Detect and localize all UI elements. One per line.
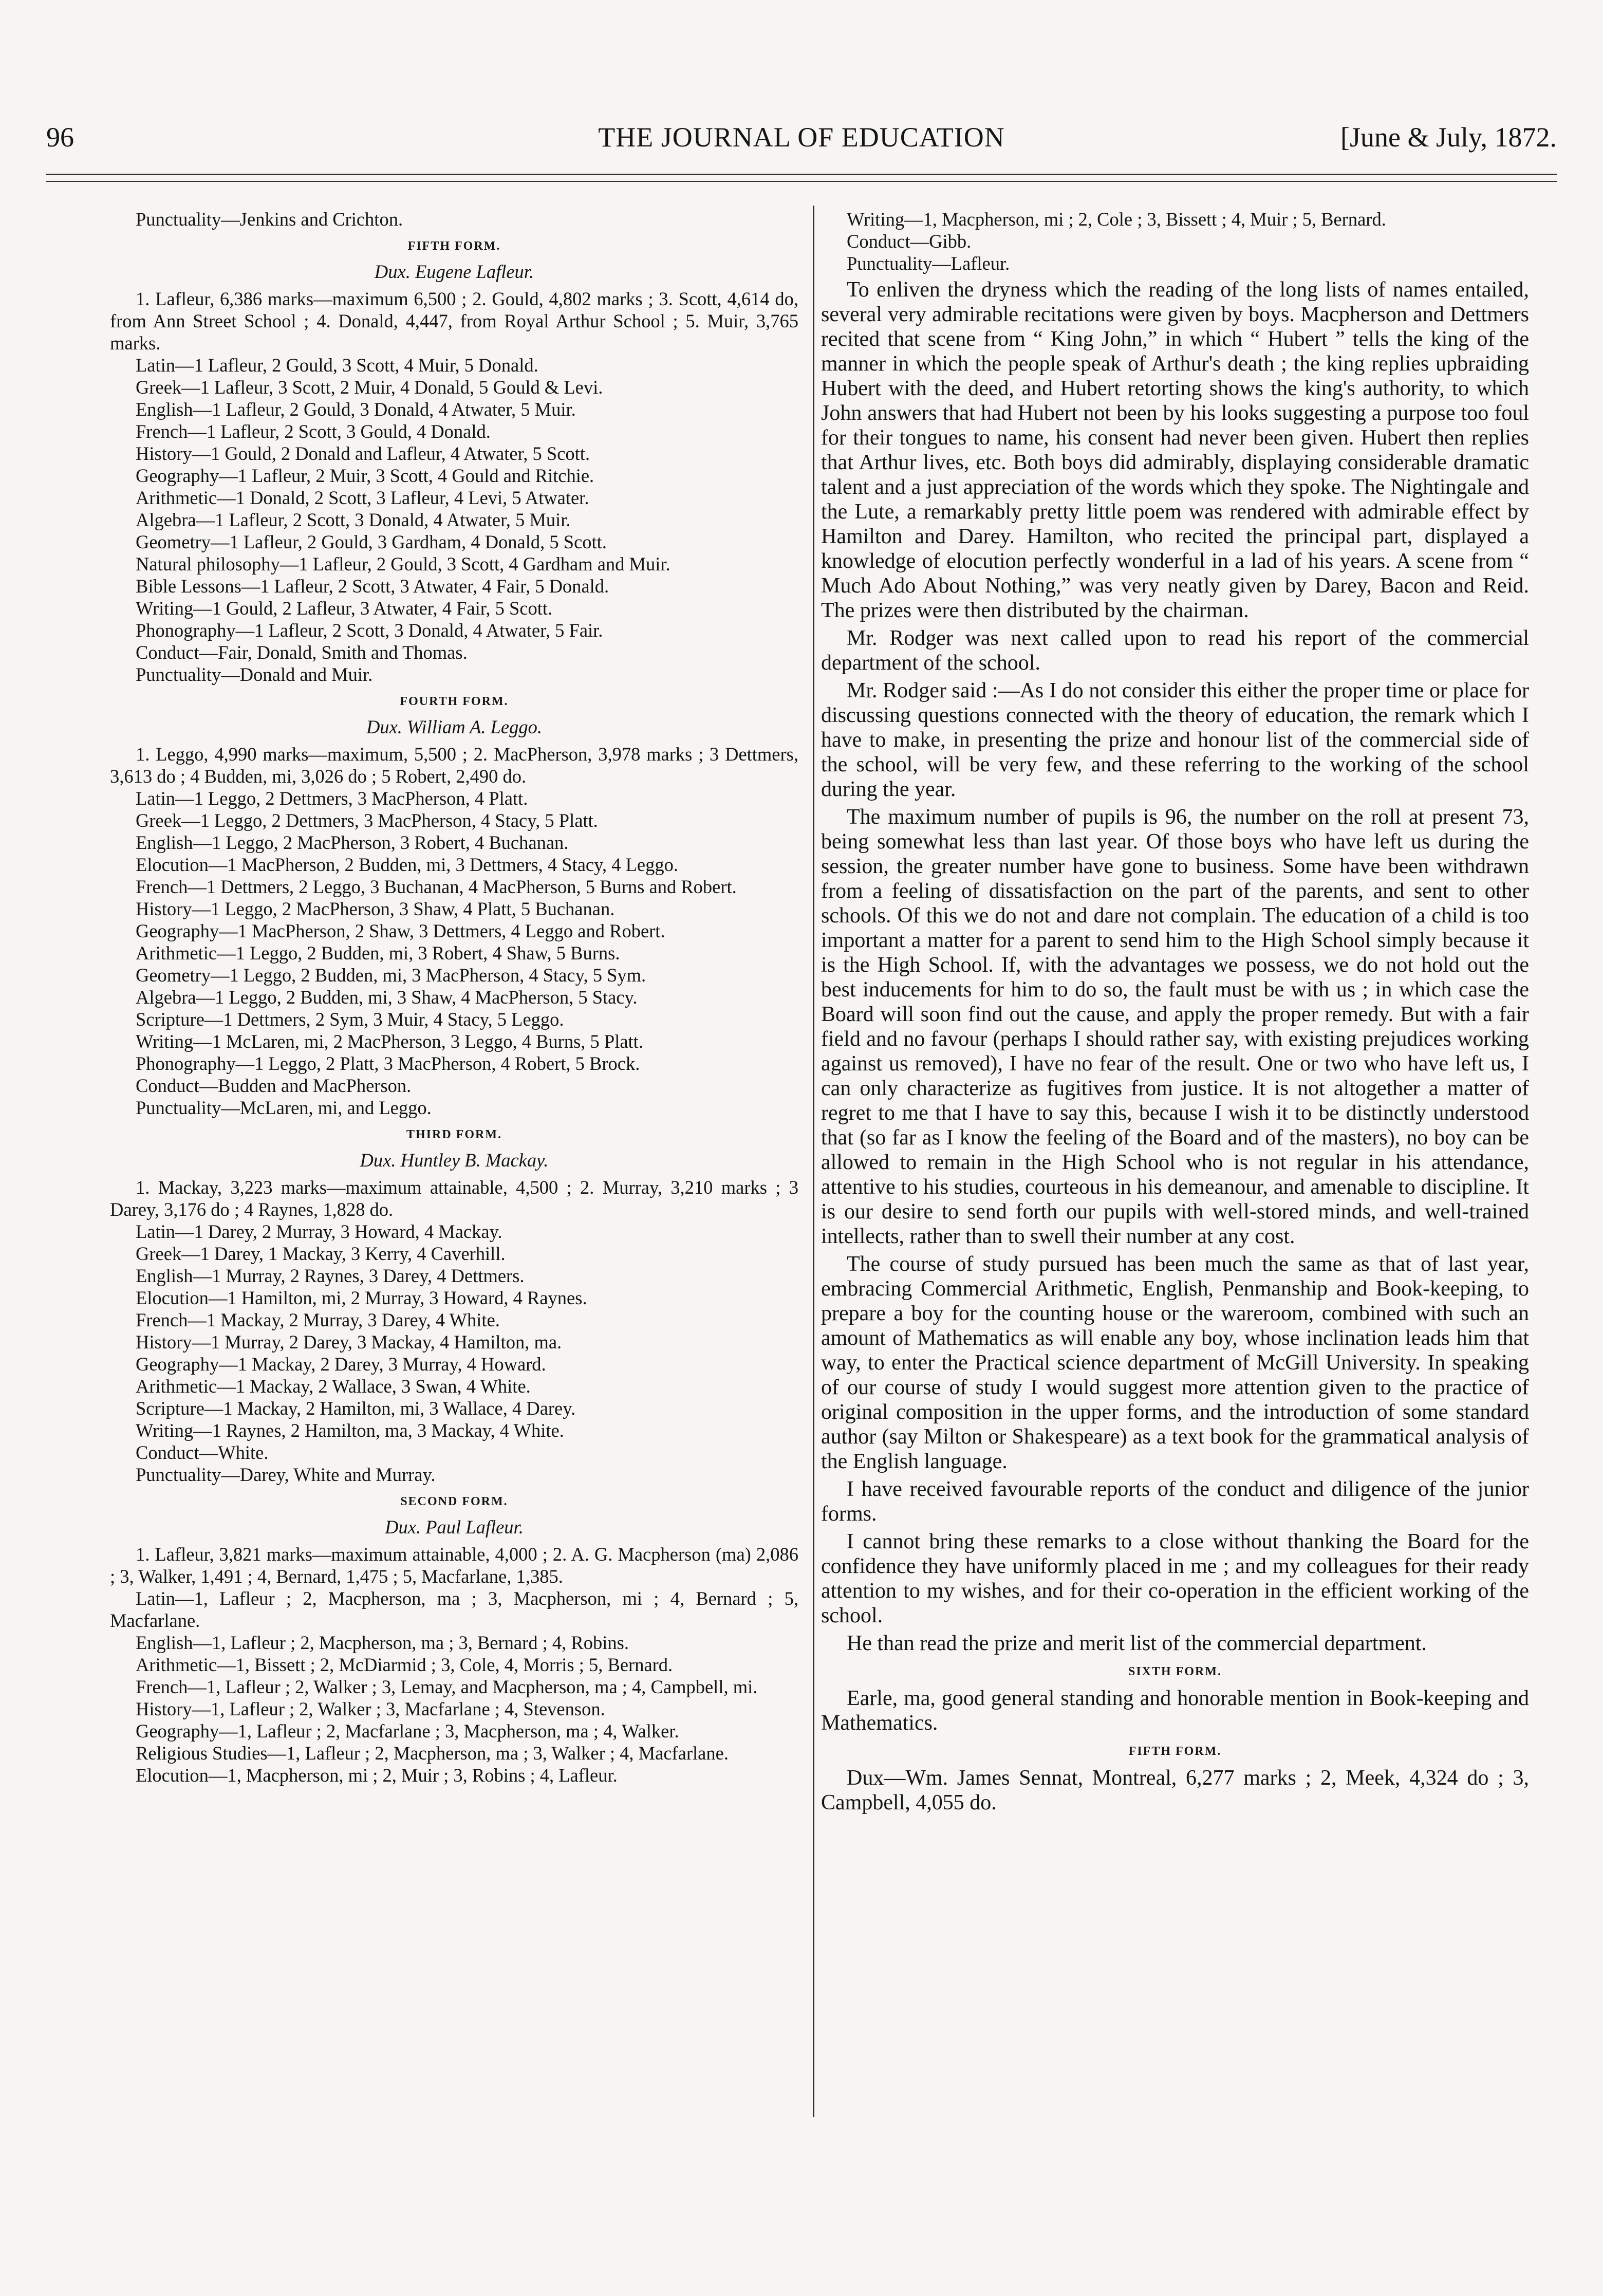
subject-entry: Latin—1 Lafleur, 2 Gould, 3 Scott, 4 Muir, 5 Donald. xyxy=(136,355,538,376)
subject-entry: Writing—1, Macpherson, mi ; 2, Cole ; 3, Bissett ; 4, Muir ; 5, Bernard. xyxy=(847,209,1386,230)
subject-entry: Greek—1 Leggo, 2 Dettmers, 3 MacPherson, 4 Stacy, 5 Platt. xyxy=(136,810,598,831)
subject-entry: Punctuality—Darey, White and Murray. xyxy=(136,1464,436,1485)
subject-entry: Phonography—1 Lafleur, 2 Scott, 3 Donald, 4 Atwater, 5 Fair. xyxy=(136,620,603,641)
subject-entry: Algebra—1 Leggo, 2 Budden, mi, 3 Shaw, 4 MacPherson, 5 Stacy. xyxy=(136,987,638,1008)
subject-entry: Geometry—1 Lafleur, 2 Gould, 3 Gardham, 4 Donald, 5 Scott. xyxy=(136,531,607,552)
subject-entry: Elocution—1, Macpherson, mi ; 2, Muir ; 3, Robins ; 4, Lafleur. xyxy=(136,1765,618,1786)
subject-entry: Algebra—1 Lafleur, 2 Scott, 3 Donald, 4 Atwater, 5 Muir. xyxy=(136,509,571,530)
subject-entry: History—1, Lafleur ; 2, Walker ; 3, Macfarlane ; 4, Stevenson. xyxy=(136,1698,605,1719)
header-rule-thin xyxy=(46,181,1557,182)
subject-entry: Punctuality—Lafleur. xyxy=(847,253,1010,274)
subject-entry: Writing—1 Gould, 2 Lafleur, 3 Atwater, 4 Fair, 5 Scott. xyxy=(136,598,553,619)
subject-entry: History—1 Gould, 2 Donald and Lafleur, 4 Atwater, 5 Scott. xyxy=(136,443,590,464)
form-heading: FOURTH FORM. xyxy=(400,695,509,708)
form-heading: FIFTH FORM. xyxy=(407,239,501,253)
subject-entry: English—1 Leggo, 2 MacPherson, 3 Robert, 4 Buchanan. xyxy=(136,832,569,853)
subject-entry: English—1, Lafleur ; 2, Macpherson, ma ; 3, Bernard ; 4, Robins. xyxy=(136,1632,629,1653)
report-paragraph: The course of study pursued has been much the same as that of last year, embracing Commercial Arithmetic, English, Penmanship and Book-keeping, to prepare a boy for the counting house or the wareroom, combined with such an amount of Mathematics as will enable any boy, whose inclination leads him that way, to enter the Practical science department of McGill University. In speaking of our course of study I would suggest more attention given to the practice of original composition in the upper forms, and the introduction of some standard author (say Milton or Shakespeare) as a text book for the grammatical analysis of the English language. xyxy=(821,1252,1529,1473)
subject-entry: English—1 Murray, 2 Raynes, 3 Darey, 4 Dettmers. xyxy=(136,1265,525,1286)
subject-entry: Natural philosophy—1 Lafleur, 2 Gould, 3 Scott, 4 Gardham and Muir. xyxy=(136,553,670,575)
report-paragraph: Dux—Wm. James Sennat, Montreal, 6,277 marks ; 2, Meek, 4,324 do ; 3, Campbell, 4,055 do. xyxy=(821,1766,1529,1814)
subject-entry: Arithmetic—1 Mackay, 2 Wallace, 3 Swan, 4 White. xyxy=(136,1376,531,1397)
subject-entry: Latin—1 Leggo, 2 Dettmers, 3 MacPherson, 4 Platt. xyxy=(136,788,528,809)
subject-entry: History—1 Murray, 2 Darey, 3 Mackay, 4 Hamilton, ma. xyxy=(136,1331,562,1353)
form-heading: THIRD FORM. xyxy=(406,1128,502,1141)
report-paragraph: Mr. Rodger said :—As I do not consider this either the proper time or place for discussing questions connected with the theory of education, the remark which I have to make, in presenting the prize and honour list of the commercial side of the school, will be very few, and these referring to the working of the school during the year. xyxy=(821,679,1529,801)
subject-entry: Writing—1 Raynes, 2 Hamilton, ma, 3 Mackay, 4 White. xyxy=(136,1420,564,1441)
subject-entry: Scripture—1 Mackay, 2 Hamilton, mi, 3 Wallace, 4 Darey. xyxy=(136,1398,576,1419)
form-heading: SIXTH FORM. xyxy=(1128,1665,1222,1678)
dux-line: Dux. Huntley B. Mackay. xyxy=(360,1150,549,1171)
report-paragraph: Earle, ma, good general standing and honorable mention in Book-keeping and Mathematics. xyxy=(821,1687,1529,1735)
form-heading: SECOND FORM. xyxy=(400,1495,508,1508)
subject-entry: Latin—1, Lafleur ; 2, Macpherson, ma ; 3, Macpherson, mi ; 4, Bernard ; 5, Macfarlane. xyxy=(110,1588,798,1631)
issue-date: [June & July, 1872. xyxy=(1340,122,1557,153)
subject-entry: Phonography—1 Leggo, 2 Platt, 3 MacPherson, 4 Robert, 5 Brock. xyxy=(136,1053,640,1074)
subject-entry: Geography—1 Mackay, 2 Darey, 3 Murray, 4 Howard. xyxy=(136,1354,546,1375)
dux-line: Dux. Paul Lafleur. xyxy=(385,1516,524,1538)
subject-entry: Arithmetic—1, Bissett ; 2, McDiarmid ; 3, Cole, 4, Morris ; 5, Bernard. xyxy=(136,1654,673,1675)
subject-entry: Elocution—1 Hamilton, mi, 2 Murray, 3 Howard, 4 Raynes. xyxy=(136,1287,587,1308)
subject-entry: Punctuality—Jenkins and Crichton. xyxy=(136,209,403,230)
subject-entry: Conduct—Gibb. xyxy=(847,231,972,252)
marks-paragraph: 1. Leggo, 4,990 marks—maximum, 5,500 ; 2. MacPherson, 3,978 marks ; 3 Dettmers, 3,613 do ; 4 Budden, mi, 3,026 do ; 5 Robert, 2,490 do. xyxy=(110,744,798,787)
subject-entry: History—1 Leggo, 2 MacPherson, 3 Shaw, 4 Platt, 5 Buchanan. xyxy=(136,898,615,919)
subject-entry: French—1 Lafleur, 2 Scott, 3 Gould, 4 Donald. xyxy=(136,421,491,442)
subject-entry: Bible Lessons—1 Lafleur, 2 Scott, 3 Atwater, 4 Fair, 5 Donald. xyxy=(136,576,609,597)
subject-entry: Elocution—1 MacPherson, 2 Budden, mi, 3 Dettmers, 4 Stacy, 4 Leggo. xyxy=(136,854,678,875)
report-paragraph: He than read the prize and merit list of the commercial department. xyxy=(847,1632,1427,1655)
report-paragraph: Mr. Rodger was next called upon to read his report of the commercial department of the school. xyxy=(821,626,1529,675)
subject-entry: Punctuality—McLaren, mi, and Leggo. xyxy=(136,1097,432,1118)
column-divider xyxy=(813,206,814,2117)
subject-entry: Latin—1 Darey, 2 Murray, 3 Howard, 4 Mackay. xyxy=(136,1221,502,1242)
page-number: 96 xyxy=(46,122,74,153)
marks-paragraph: 1. Lafleur, 6,386 marks—maximum 6,500 ; 2. Gould, 4,802 marks ; 3. Scott, 4,614 do, from Ann Street School ; 4. Donald, 4,447, from Royal Arthur School ; 5. Muir, 3,765 marks. xyxy=(110,288,798,354)
subject-entry: Conduct—Budden and MacPherson. xyxy=(136,1075,412,1096)
dux-line: Dux. William A. Leggo. xyxy=(366,716,542,737)
subject-entry: Writing—1 McLaren, mi, 2 MacPherson, 3 Leggo, 4 Burns, 5 Platt. xyxy=(136,1031,643,1052)
subject-entry: Arithmetic—1 Leggo, 2 Budden, mi, 3 Robert, 4 Shaw, 5 Burns. xyxy=(136,942,620,964)
journal-title: THE JOURNAL OF EDUCATION xyxy=(598,122,1005,153)
subject-entry: Religious Studies—1, Lafleur ; 2, Macpherson, ma ; 3, Walker ; 4, Macfarlane. xyxy=(136,1743,729,1764)
subject-entry: Geography—1 Lafleur, 2 Muir, 3 Scott, 4 Gould and Ritchie. xyxy=(136,465,594,486)
left-column xyxy=(110,208,798,2130)
subject-entry: Scripture—1 Dettmers, 2 Sym, 3 Muir, 4 Stacy, 5 Leggo. xyxy=(136,1009,564,1030)
marks-paragraph: 1. Lafleur, 3,821 marks—maximum attainable, 4,000 ; 2. A. G. Macpherson (ma) 2,086 ; 3, Walker, 1,491 ; 4, Bernard, 1,475 ; 5, Macfarlane, 1,385. xyxy=(110,1544,798,1587)
subject-entry: Greek—1 Darey, 1 Mackay, 3 Kerry, 4 Caverhill. xyxy=(136,1243,506,1264)
report-paragraph: I cannot bring these remarks to a close without thanking the Board for the confidence they have uniformly placed in me ; and my colleagues for their ready attention to my wishes, and for their co-operation in the efficient working of the school. xyxy=(821,1530,1529,1627)
running-header xyxy=(46,121,1557,162)
subject-entry: Geography—1 MacPherson, 2 Shaw, 3 Dettmers, 4 Leggo and Robert. xyxy=(136,920,665,941)
marks-paragraph: 1. Mackay, 3,223 marks—maximum attainable, 4,500 ; 2. Murray, 3,210 marks ; 3 Darey, 3,176 do ; 4 Raynes, 1,828 do. xyxy=(110,1177,798,1220)
right-column xyxy=(821,208,1529,2130)
subject-entry: Arithmetic—1 Donald, 2 Scott, 3 Lafleur, 4 Levi, 5 Atwater. xyxy=(136,487,589,508)
report-paragraph: The maximum number of pupils is 96, the number on the roll at present 73, being somewhat less than last year. Of those boys who have left us during the session, the greater number have gone to business. Some have been withdrawn from a feeling of dissatisfaction on the part of the parents, and sent to other schools. Of this we do not and dare not complain. The education of a child is too important a matter for a parent to send him to the High School simply because it is the High School. If, with the advantages we possess, we do not hold out the best inducements for him to do so, the fault must be with us ; in which case the Board will soon find out the cause, and apply the proper remedy. But with a fair field and no favour (perhaps I should rather say, with existing prejudices working against us removed), I have no fear of the result. One or two who have left us, I can only characterize as fugitives from justice. It is not altogether a matter of regret to me that I have to say this, because I wish it to be distinctly understood that (so far as I know the feeling of the Board and of the masters), no boy can be allowed to remain in the High School who is not regular in his attendance, attentive to his studies, courteous in his demeanour, and amenable to discipline. It is our desire to send forth our pupils with well-stored minds, and well-trained intellects, rather than to swell their number at any cost. xyxy=(821,805,1529,1248)
subject-entry: French—1 Dettmers, 2 Leggo, 3 Buchanan, 4 MacPherson, 5 Burns and Robert. xyxy=(136,876,737,897)
form-heading: FIFTH FORM. xyxy=(1128,1745,1222,1758)
subject-entry: Punctuality—Donald and Muir. xyxy=(136,664,373,685)
report-paragraph: To enliven the dryness which the reading of the long lists of names entailed, several very admirable recitations were given by boys. Macpherson and Dettmers recited that scene from “ King John,” in which “ Hubert ” tells the king of the manner in which the people speak of Arthur's death ; the king replies upbraiding Hubert with the deed, and Hubert retorting shows the king's authority, to which John answers that had Hubert not been by his looks suggesting a purpose too foul for their tongues to name, his consent had never been given. Hubert then replies that Arthur lives, etc. Both boys did admirably, displaying considerable dramatic talent and a just appreciation of the words which they spoke. The Nightingale and the Lute, a remarkably pretty little poem was rendered with admirable effect by Hamilton and Darey. Hamilton, who recited the principal part, displayed a knowledge of elocution perfectly wonderful in a lad of his years. A scene from “ Much Ado About Nothing,” was very neatly given by Darey, Bacon and Reid. The prizes were then distributed by the chairman. xyxy=(821,278,1529,622)
subject-entry: French—1 Mackay, 2 Murray, 3 Darey, 4 White. xyxy=(136,1309,500,1330)
subject-entry: Geography—1, Lafleur ; 2, Macfarlane ; 3, Macpherson, ma ; 4, Walker. xyxy=(136,1720,679,1742)
subject-entry: Greek—1 Lafleur, 3 Scott, 2 Muir, 4 Donald, 5 Gould & Levi. xyxy=(136,377,603,398)
header-rule xyxy=(46,174,1557,175)
subject-entry: Geometry—1 Leggo, 2 Budden, mi, 3 MacPherson, 4 Stacy, 5 Sym. xyxy=(136,965,646,986)
report-paragraph: I have received favourable reports of the conduct and diligence of the junior forms. xyxy=(821,1477,1529,1526)
dux-line: Dux. Eugene Lafleur. xyxy=(374,261,534,282)
subject-entry: English—1 Lafleur, 2 Gould, 3 Donald, 4 Atwater, 5 Muir. xyxy=(136,399,576,420)
subject-entry: French—1, Lafleur ; 2, Walker ; 3, Lemay, and Macpherson, ma ; 4, Campbell, mi. xyxy=(136,1676,758,1697)
subject-entry: Conduct—White. xyxy=(136,1442,269,1463)
subject-entry: Conduct—Fair, Donald, Smith and Thomas. xyxy=(136,642,468,663)
